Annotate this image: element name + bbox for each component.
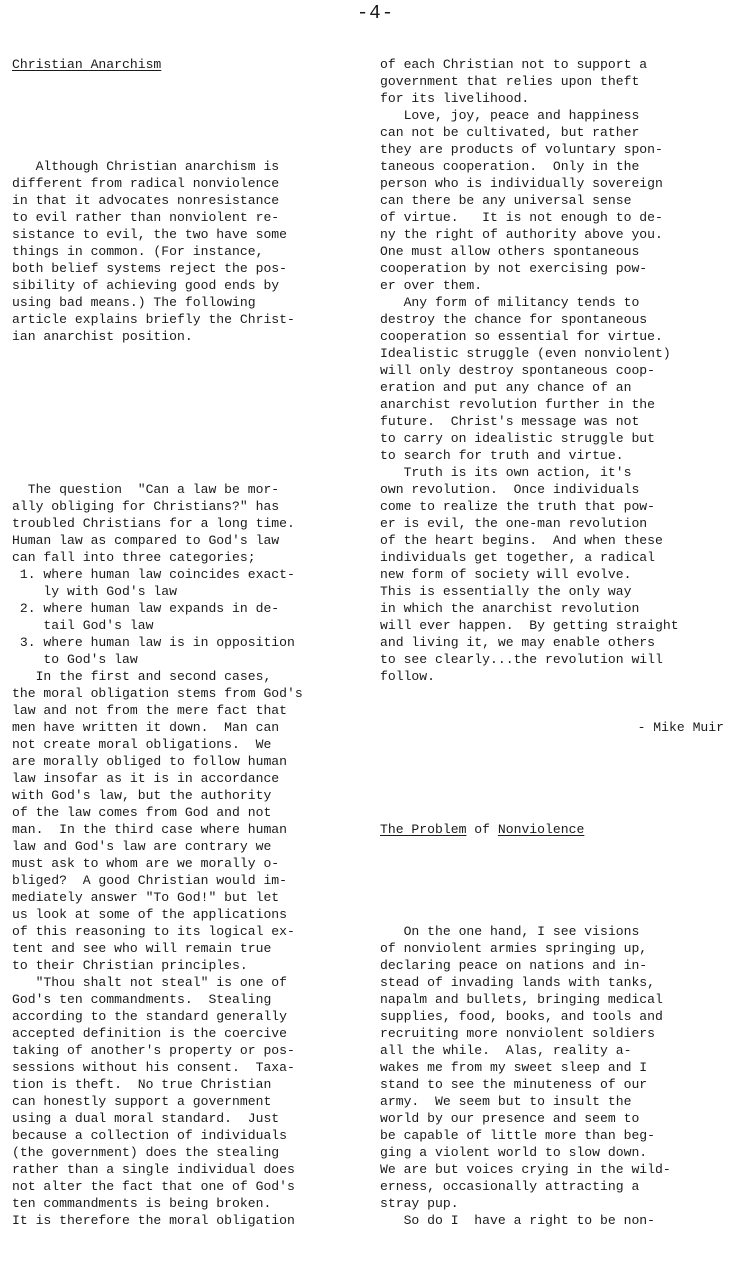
text-line: can honestly support a government [12,1094,272,1109]
text-line: not alter the fact that one of God's [12,1179,295,1194]
text-line: be capable of little more than beg- [380,1128,656,1143]
text-line: napalm and bullets, bringing medical [380,992,663,1007]
text-line: tion is theft. No true Christian [12,1077,272,1092]
text-line: of each Christian not to support a [380,57,648,72]
text-line: they are products of voluntary spon- [380,142,663,157]
text-line: follow. [380,669,436,684]
text-line: of this reasoning to its logical ex- [12,924,295,939]
text-line: Although Christian anarchism is [12,159,280,174]
text-line: "Thou shalt not steal" is one of [12,975,288,990]
article2-title-part1: The Problem [380,822,467,837]
text-line: come to realize the truth that pow- [380,499,656,514]
text-line: Truth is its own action, it's [380,465,632,480]
text-line: in which the anarchist revolution [380,601,640,616]
article-title: Christian Anarchism [12,57,162,72]
text-line: all the while. Alas, reality a- [380,1043,632,1058]
text-line: person who is individually sovereign [380,176,663,191]
text-line: can fall into three categories; [12,550,256,565]
text-line: rather than a single individual does [12,1162,295,1177]
text-line: own revolution. Once individuals [380,482,640,497]
text-line: ian anarchist position. [12,329,193,344]
blank-line [12,430,362,447]
text-line: new form of society will evolve. [380,567,632,582]
text-line: different from radical nonviolence [12,176,280,191]
text-line: This is essentially the only way [380,584,632,599]
text-line: using bad means.) The following [12,295,256,310]
article-author: - Mike Muir [637,720,724,735]
text-line: sessions without his consent. Taxa- [12,1060,295,1075]
text-line: 3. where human law is in opposition [12,635,295,650]
text-line: men have written it down. Man can [12,720,280,735]
text-line: will ever happen. By getting straight [380,618,679,633]
text-line: stand to see the minuteness of our [380,1077,648,1092]
text-line: er over them. [380,278,483,293]
text-line: things in common. (For instance, [12,244,264,259]
text-line: world by our presence and seem to [380,1111,640,1126]
text-line: can there be any universal sense [380,193,632,208]
text-line: law and not from the mere fact that [12,703,288,718]
text-line: accepted definition is the coercive [12,1026,288,1041]
text-line: are morally obliged to follow human [12,754,288,769]
article-intro [12,158,362,345]
text-line: eration and put any chance of an [380,380,632,395]
blank-line [12,379,362,396]
text-line: with God's law, but the authority [12,788,272,803]
blank-line [380,872,748,889]
text-line: both belief systems reject the pos- [12,261,288,276]
text-line: can not be cultivated, but rather [380,125,640,140]
text-line: Human law as compared to God's law [12,533,280,548]
text-line: ging a violent world to slow down. [380,1145,648,1160]
text-line: government that relies upon theft [380,74,640,89]
text-line: law insofar as it is in accordance [12,771,280,786]
text-line: anarchist revolution further in the [380,397,656,412]
text-line: according to the standard generally [12,1009,288,1024]
article-body-left [12,481,362,1229]
text-line: cooperation so essential for virtue. [380,329,663,344]
text-line: One must allow others spontaneous [380,244,640,259]
text-line: recruiting more nonviolent soldiers [380,1026,656,1041]
page-number: -4- [356,2,395,24]
text-line: must ask to whom are we morally o- [12,856,280,871]
text-line: to see clearly...the revolution will [380,652,663,667]
text-line: to God's law [12,652,138,667]
text-line: to carry on idealistic struggle but [380,431,656,446]
text-line: So do I have a right to be non- [380,1213,656,1228]
text-line: stead of invading lands with tanks, [380,975,656,990]
text-line: because a collection of individuals [12,1128,288,1143]
text-line: man. In the third case where human [12,822,288,837]
text-line: of the heart begins. And when these [380,533,663,548]
text-line: ly with God's law [12,584,178,599]
text-line: to search for truth and virtue. [380,448,624,463]
article2-body [380,923,748,1229]
text-line: Idealistic struggle (even nonviolent) [380,346,671,361]
text-line: and living it, we may enable others [380,635,656,650]
text-line: the moral obligation stems from God's [12,686,303,701]
text-line: ny the right of authority above you. [380,227,663,242]
text-line: tent and see who will remain true [12,941,272,956]
left-column [12,22,362,1263]
text-line: 1. where human law coincides exact- [12,567,295,582]
text-line: ten commandments is being broken. [12,1196,272,1211]
text-line: future. Christ's message was not [380,414,640,429]
article-body-right [380,56,748,685]
text-line: not create moral obligations. We [12,737,272,752]
blank-line [12,107,362,124]
blank-line [380,770,748,787]
text-line: troubled Christians for a long time. [12,516,295,531]
text-line: of the law comes from God and not [12,805,272,820]
text-line: in that it advocates nonresistance [12,193,280,208]
text-line: cooperation by not exercising pow- [380,261,648,276]
text-line: It is therefore the moral obligation [12,1213,295,1228]
text-line: declaring peace on nations and in- [380,958,648,973]
text-line: We are but voices crying in the wild- [380,1162,671,1177]
text-line: will only destroy spontaneous coop- [380,363,656,378]
text-line: tail God's law [12,618,154,633]
text-line: sistance to evil, the two have some [12,227,288,242]
article2-title [380,821,748,838]
text-line: taneous cooperation. Only in the [380,159,640,174]
text-line: (the government) does the stealing [12,1145,280,1160]
text-line: to their Christian principles. [12,958,248,973]
text-line: God's ten commandments. Stealing [12,992,272,1007]
right-column [380,22,748,1263]
text-line: mediately answer "To God!" but let [12,890,280,905]
text-line: bliged? A good Christian would im- [12,873,288,888]
text-line: er is evil, the one-man revolution [380,516,648,531]
article2-title-sep: of [466,822,498,837]
text-line: Love, joy, peace and happiness [380,108,640,123]
text-line: On the one hand, I see visions [380,924,640,939]
text-line: ally obliging for Christians?" has [12,499,280,514]
text-line: In the first and second cases, [12,669,272,684]
text-line: erness, occasionally attracting a [380,1179,640,1194]
text-line: taking of another's property or pos- [12,1043,295,1058]
text-line: destroy the chance for spontaneous [380,312,648,327]
text-line: sibility of achieving good ends by [12,278,280,293]
text-line: to evil rather than nonviolent re- [12,210,280,225]
text-line: The question "Can a law be mor- [12,482,280,497]
text-line: wakes me from my sweet sleep and I [380,1060,648,1075]
text-line: supplies, food, books, and tools and [380,1009,663,1024]
text-line: of nonviolent armies springing up, [380,941,648,956]
article2-title-part2: Nonviolence [497,822,585,837]
text-line: law and God's law are contrary we [12,839,272,854]
text-line: article explains briefly the Christ- [12,312,295,327]
text-line: using a dual moral standard. Just [12,1111,280,1126]
text-line: 2. where human law expands in de- [12,601,280,616]
text-line: army. We seem but to insult the [380,1094,632,1109]
text-line: us look at some of the applications [12,907,288,922]
text-line: stray pup. [380,1196,459,1211]
text-line: of virtue. It is not enough to de- [380,210,663,225]
text-line: for its livelihood. [380,91,530,106]
text-line: Any form of militancy tends to [380,295,640,310]
text-line: individuals get together, a radical [380,550,656,565]
